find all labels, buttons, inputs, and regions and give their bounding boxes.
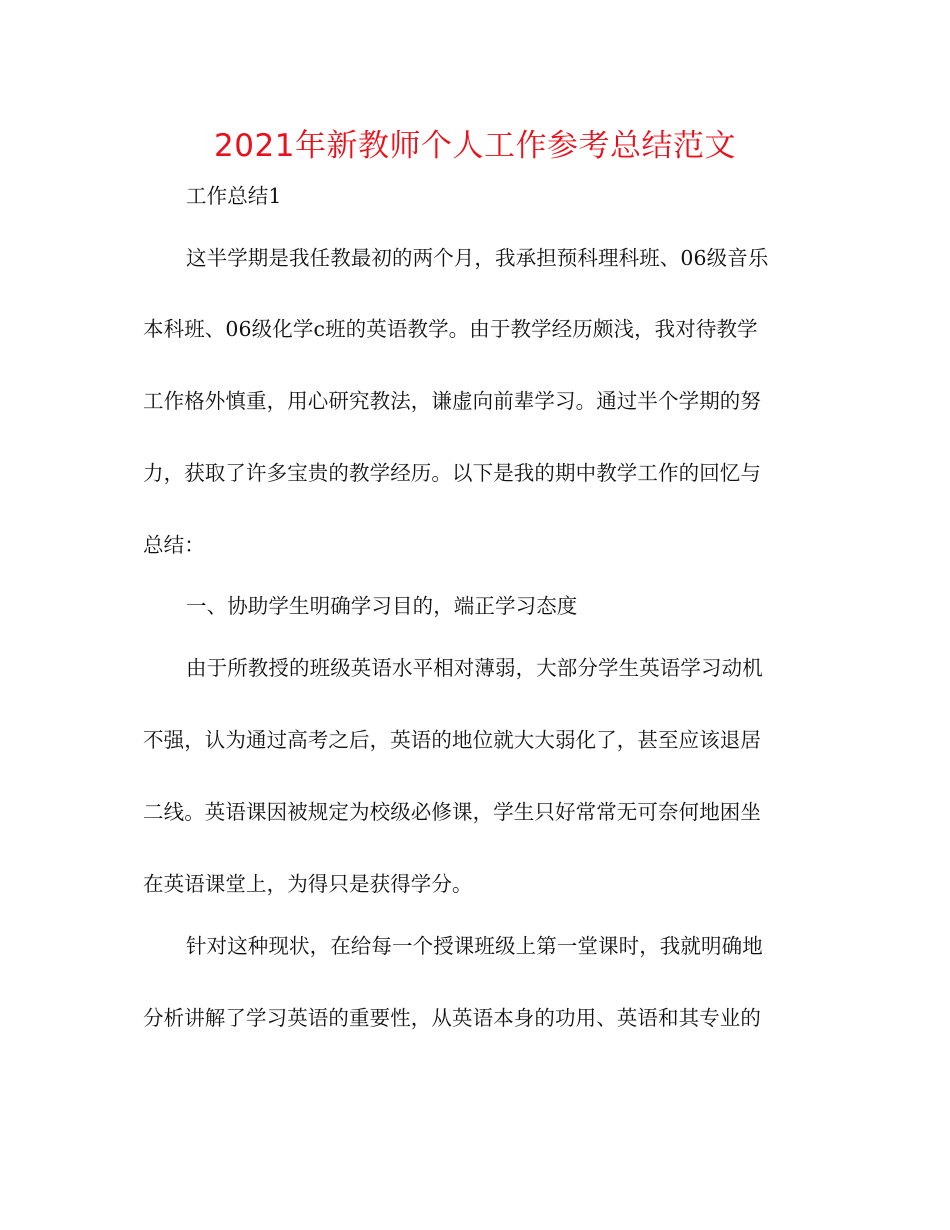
paragraph-line: 二线。英语课因被规定为校级必修课，学生只好常常无可奈何地困坐 (143, 800, 761, 824)
paragraph-line: 由于所教授的班级英语水平相对薄弱，大部分学生英语学习动机 (186, 656, 763, 680)
paragraph-line: 这半学期是我任教最初的两个月，我承担预科理科班、06级音乐 (186, 246, 769, 270)
paragraph-line: 本科班、06级化学c班的英语教学。由于教学经历颇浅，我对待教学 (143, 317, 758, 341)
paragraph-line: 针对这种现状，在给每一个授课班级上第一堂课时，我就明确地 (186, 934, 763, 958)
paragraph-line: 在英语课堂上，为得只是获得学分。 (143, 872, 473, 896)
paragraph-line: 分析讲解了学习英语的重要性，从英语本身的功用、英语和其专业的 (143, 1006, 761, 1030)
paragraph-line: 工作格外慎重，用心研究教法，谦虚向前辈学习。通过半个学期的努 (143, 389, 761, 413)
paragraph-line: 不强，认为通过高考之后，英语的地位就大大弱化了，甚至应该退居 (143, 728, 761, 752)
paragraph-line: 总结： (143, 533, 205, 557)
section-heading: 工作总结1 (186, 184, 282, 208)
subsection-heading: 一、协助学生明确学习目的，端正学习态度 (186, 594, 578, 618)
paragraph-line: 力，获取了许多宝贵的教学经历。以下是我的期中教学工作的回忆与 (143, 461, 761, 485)
document-title: 2021年新教师个人工作参考总结范文 (214, 128, 736, 164)
